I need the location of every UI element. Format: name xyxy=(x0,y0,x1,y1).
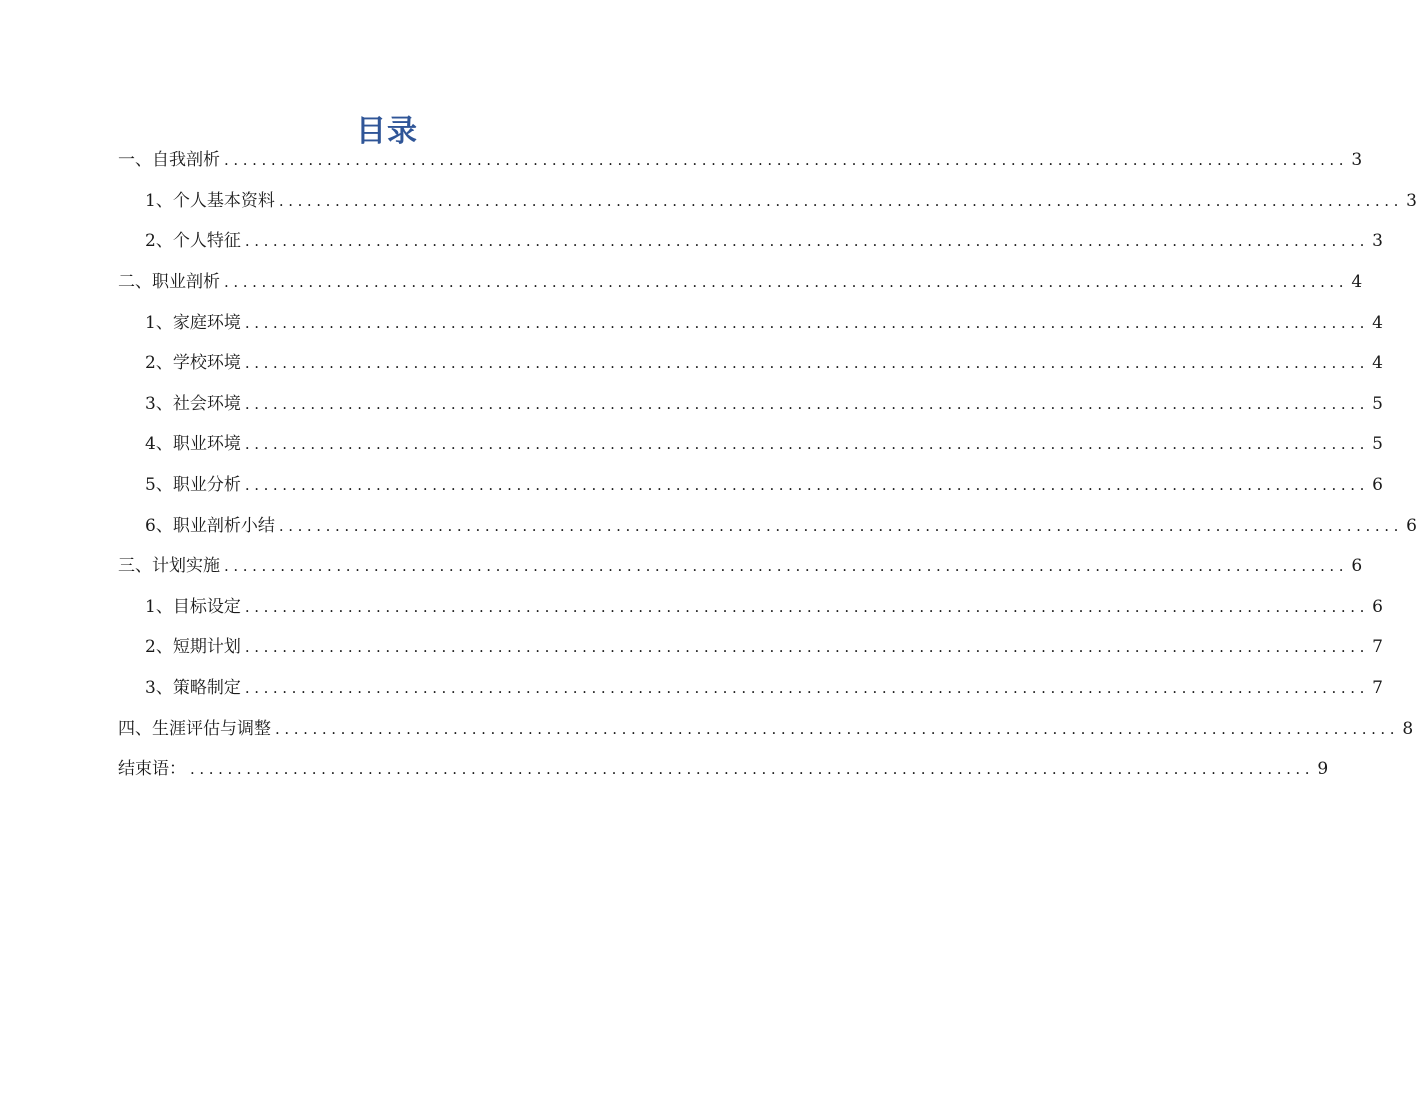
toc-entry-family-environment[interactable] xyxy=(118,302,1383,343)
toc-entry-label: 4、职业环境 xyxy=(145,434,241,455)
toc-dot-leader: ........................................................................................................................ xyxy=(190,760,1315,779)
toc-entry-personal-info[interactable] xyxy=(118,181,1417,222)
toc-entry-label: 二、职业剖析 xyxy=(118,272,220,293)
toc-page-number: 7 xyxy=(1372,678,1383,699)
toc-entry-plan-implementation[interactable] xyxy=(118,546,1363,587)
toc-dot-leader: ........................................................................................................................ xyxy=(244,679,1369,698)
toc-entry-label: 5、职业分析 xyxy=(145,475,241,496)
toc-entry-label: 2、个人特征 xyxy=(145,231,241,252)
toc-page-number: 6 xyxy=(1372,596,1383,617)
toc-dot-leader: ........................................................................................................................ xyxy=(244,232,1369,251)
toc-entry-label: 四、生涯评估与调整 xyxy=(118,718,271,739)
toc-entry-label: 结束语： xyxy=(118,759,186,780)
toc-page-number: 5 xyxy=(1372,434,1383,455)
toc-entry-label: 2、学校环境 xyxy=(145,353,241,374)
toc-entry-goal-setting[interactable] xyxy=(118,587,1383,628)
toc-dot-leader: ........................................................................................................................ xyxy=(278,516,1403,535)
toc-entry-label: 一、自我剖析 xyxy=(118,150,220,171)
toc-title: 目录 xyxy=(356,114,418,150)
toc-dot-leader: ........................................................................................................................ xyxy=(244,435,1369,454)
toc-page-number: 6 xyxy=(1351,556,1363,577)
toc-entry-career-analysis-detail[interactable] xyxy=(118,465,1383,506)
toc-entry-career-analysis[interactable] xyxy=(118,262,1363,303)
toc-page-number: 7 xyxy=(1372,637,1383,658)
toc-entry-label: 1、目标设定 xyxy=(145,596,241,617)
toc-dot-leader: ........................................................................................................................ xyxy=(224,151,1349,170)
toc-entry-label: 1、个人基本资料 xyxy=(145,190,275,211)
toc-entry-self-analysis[interactable] xyxy=(118,140,1363,181)
toc-dot-leader: ........................................................................................................................ xyxy=(244,638,1369,657)
toc-entry-short-term-plan[interactable] xyxy=(118,627,1383,668)
toc-dot-leader: ........................................................................................................................ xyxy=(278,191,1403,210)
toc-dot-leader: ........................................................................................................................ xyxy=(244,354,1369,373)
toc-dot-leader: ........................................................................................................................ xyxy=(224,557,1349,576)
toc-page-number: 9 xyxy=(1317,759,1329,780)
toc-page-number: 6 xyxy=(1372,475,1383,496)
toc-entry-career-evaluation[interactable] xyxy=(118,708,1414,749)
toc-entry-school-environment[interactable] xyxy=(118,343,1383,384)
toc-page-number: 4 xyxy=(1351,272,1363,293)
toc-page-number: 8 xyxy=(1402,718,1414,739)
toc-entry-career-analysis-summary[interactable] xyxy=(118,505,1417,546)
toc-entry-conclusion[interactable] xyxy=(118,749,1329,790)
toc-page-number: 3 xyxy=(1372,231,1383,252)
toc-page-number: 5 xyxy=(1372,393,1383,414)
toc-list xyxy=(118,140,1417,790)
toc-entry-label: 1、家庭环境 xyxy=(145,312,241,333)
toc-entry-social-environment[interactable] xyxy=(118,384,1383,425)
toc-page-number: 4 xyxy=(1372,312,1383,333)
toc-entry-career-environment[interactable] xyxy=(118,424,1383,465)
toc-dot-leader: ........................................................................................................................ xyxy=(275,719,1400,738)
toc-page-number: 6 xyxy=(1406,515,1417,536)
toc-entry-label: 3、社会环境 xyxy=(145,393,241,414)
toc-entry-label: 3、策略制定 xyxy=(145,678,241,699)
toc-dot-leader: ........................................................................................................................ xyxy=(244,476,1369,495)
toc-dot-leader: ........................................................................................................................ xyxy=(244,597,1369,616)
toc-dot-leader: ........................................................................................................................ xyxy=(244,313,1369,332)
toc-entry-label: 6、职业剖析小结 xyxy=(145,515,275,536)
toc-dot-leader: ........................................................................................................................ xyxy=(244,394,1369,413)
toc-page-number: 3 xyxy=(1406,190,1417,211)
toc-entry-label: 三、计划实施 xyxy=(118,556,220,577)
toc-page-number: 3 xyxy=(1351,150,1363,171)
toc-entry-personal-traits[interactable] xyxy=(118,221,1383,262)
toc-dot-leader: ........................................................................................................................ xyxy=(224,273,1349,292)
toc-page-number: 4 xyxy=(1372,353,1383,374)
toc-entry-label: 2、短期计划 xyxy=(145,637,241,658)
toc-entry-strategy[interactable] xyxy=(118,668,1383,709)
